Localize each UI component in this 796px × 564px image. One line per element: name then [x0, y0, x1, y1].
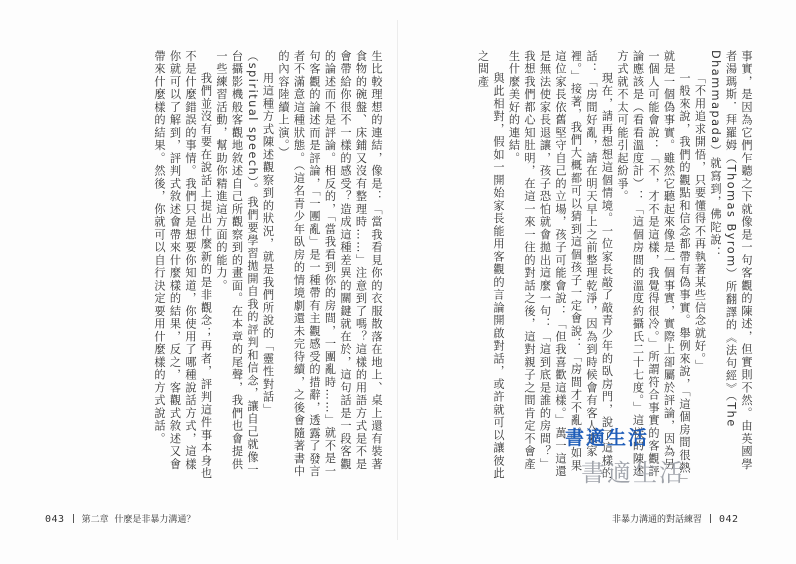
page-gutter [397, 20, 398, 540]
right-page-footer [612, 512, 739, 525]
right-paragraph-2: 「不用追求開悟，只要懂得不再執著某些信念就好。」 [693, 72, 707, 373]
right-page-number: 042 [719, 514, 739, 525]
chapter-title: 什麼是非暴力溝通？ [114, 515, 196, 525]
right-paragraph-4: 現在，請再想想這個情境。一位家長敲了敲青少年的臥房門，說了這樣的話：「房間好亂，請在明天早上之前整理乾淨，因為到時候會有客人來家裡。」接著，我們大概都可以猜到這個孩子一定會說：「房間才不亂。」如果這位家長依舊堅守自己的立場，孩子可能會說：「但我喜歡這樣。」萬一這還是無法使家長退讓，孩子恐怕就會拋出這麼一句：「這到底是誰的房間？」我想我們都心知肚明，在這一來一往的對話之後，這對親子之間肯定不會產生什麼美好的連結。 [507, 50, 614, 481]
right-page-text [420, 50, 754, 482]
right-paragraph-1: 事實，是因為它們乍聽之下就像是一句客觀的陳述，但實則不然。由英國學者湯瑪斯．拜羅姆（Thomas Byrom）所翻譯的《法句經》（The Dhammapada）就寫到，佛陀說： [709, 50, 753, 471]
watermark-primary: 書適生活 [565, 427, 650, 449]
left-paragraph-3: 我們並沒有要在說話上提出什麼新的是非觀念；再者，評判這件事本身也不是什麼錯誤的事情。我們只是想要你知道，你使用了哪種說話方式，這樣你就可以了解到，評判式敘述會帶來什麼樣的結果，反之，客觀式敘述又會帶來什麼樣的結果。然後，你就可以自行決定要用什麼樣的方式說話。 [153, 50, 213, 481]
footer-divider [710, 514, 711, 523]
left-page-number: 043 [45, 514, 65, 525]
left-paragraph-1: 生比較理想的連結，像是：「當我看見你的衣服散落在地上、桌上還有裝著食物的碗盤、床鋪又沒有整理時……」注意到了嗎？這樣的用語方式是不是會帶給你很不一樣的感受？造成這種差異的關鍵就在於，這句話是一段客觀的論述而不是評論。相反的，「當我看到你的房間，一團亂時……」就不是一句客觀的論述而是評論，「一團亂」是一種帶有主觀感受的措辭，透露了發言者不滿意這種狀態。（這名青少年臥房的情境劇還未完待續，之後會隨著書中的內容陸續上演。） [277, 50, 383, 478]
left-paragraph-2: 用這種方式陳述觀察到的狀況，就是我們所說的「靈性對話」（spiritual speech）。我們要學習拋開自我的評判和信念，讓自己就像一台攝影機般客觀地敘述自己所觀察到的畫面。在本章的尾聲，我們也會提供一些練習活動，幫助你精進這方面的能力。 [215, 50, 275, 477]
book-title: 非暴力溝通的對話練習 [612, 515, 703, 525]
watermark-secondary: 書適生活 [581, 459, 685, 487]
chapter-label: 第二章 [81, 515, 109, 525]
footer-divider [73, 514, 74, 523]
right-paragraph-3: 一般來說，我們的觀點和信念都帶有偽事實。舉例來說，「這個房間很熱」就是一個偽事實。雖然它聽起來像是一個事實，實際上卻屬於評論，因為另一個人可能會說：「不，才不是這樣，我覺得很冷。」所謂符合事實的客觀評論應該是（看看溫度計）：「這個房間的溫度約攝氏二十七度。」這樣的陳述方式就不太可能引起紛爭。 [616, 50, 691, 482]
right-paragraph-5: 與此相對，假如一開始家長能用客觀的言論開啟對話，或許就可以讓彼此之間產 [476, 50, 505, 481]
left-page-text [44, 50, 384, 482]
left-page-footer [45, 512, 195, 525]
